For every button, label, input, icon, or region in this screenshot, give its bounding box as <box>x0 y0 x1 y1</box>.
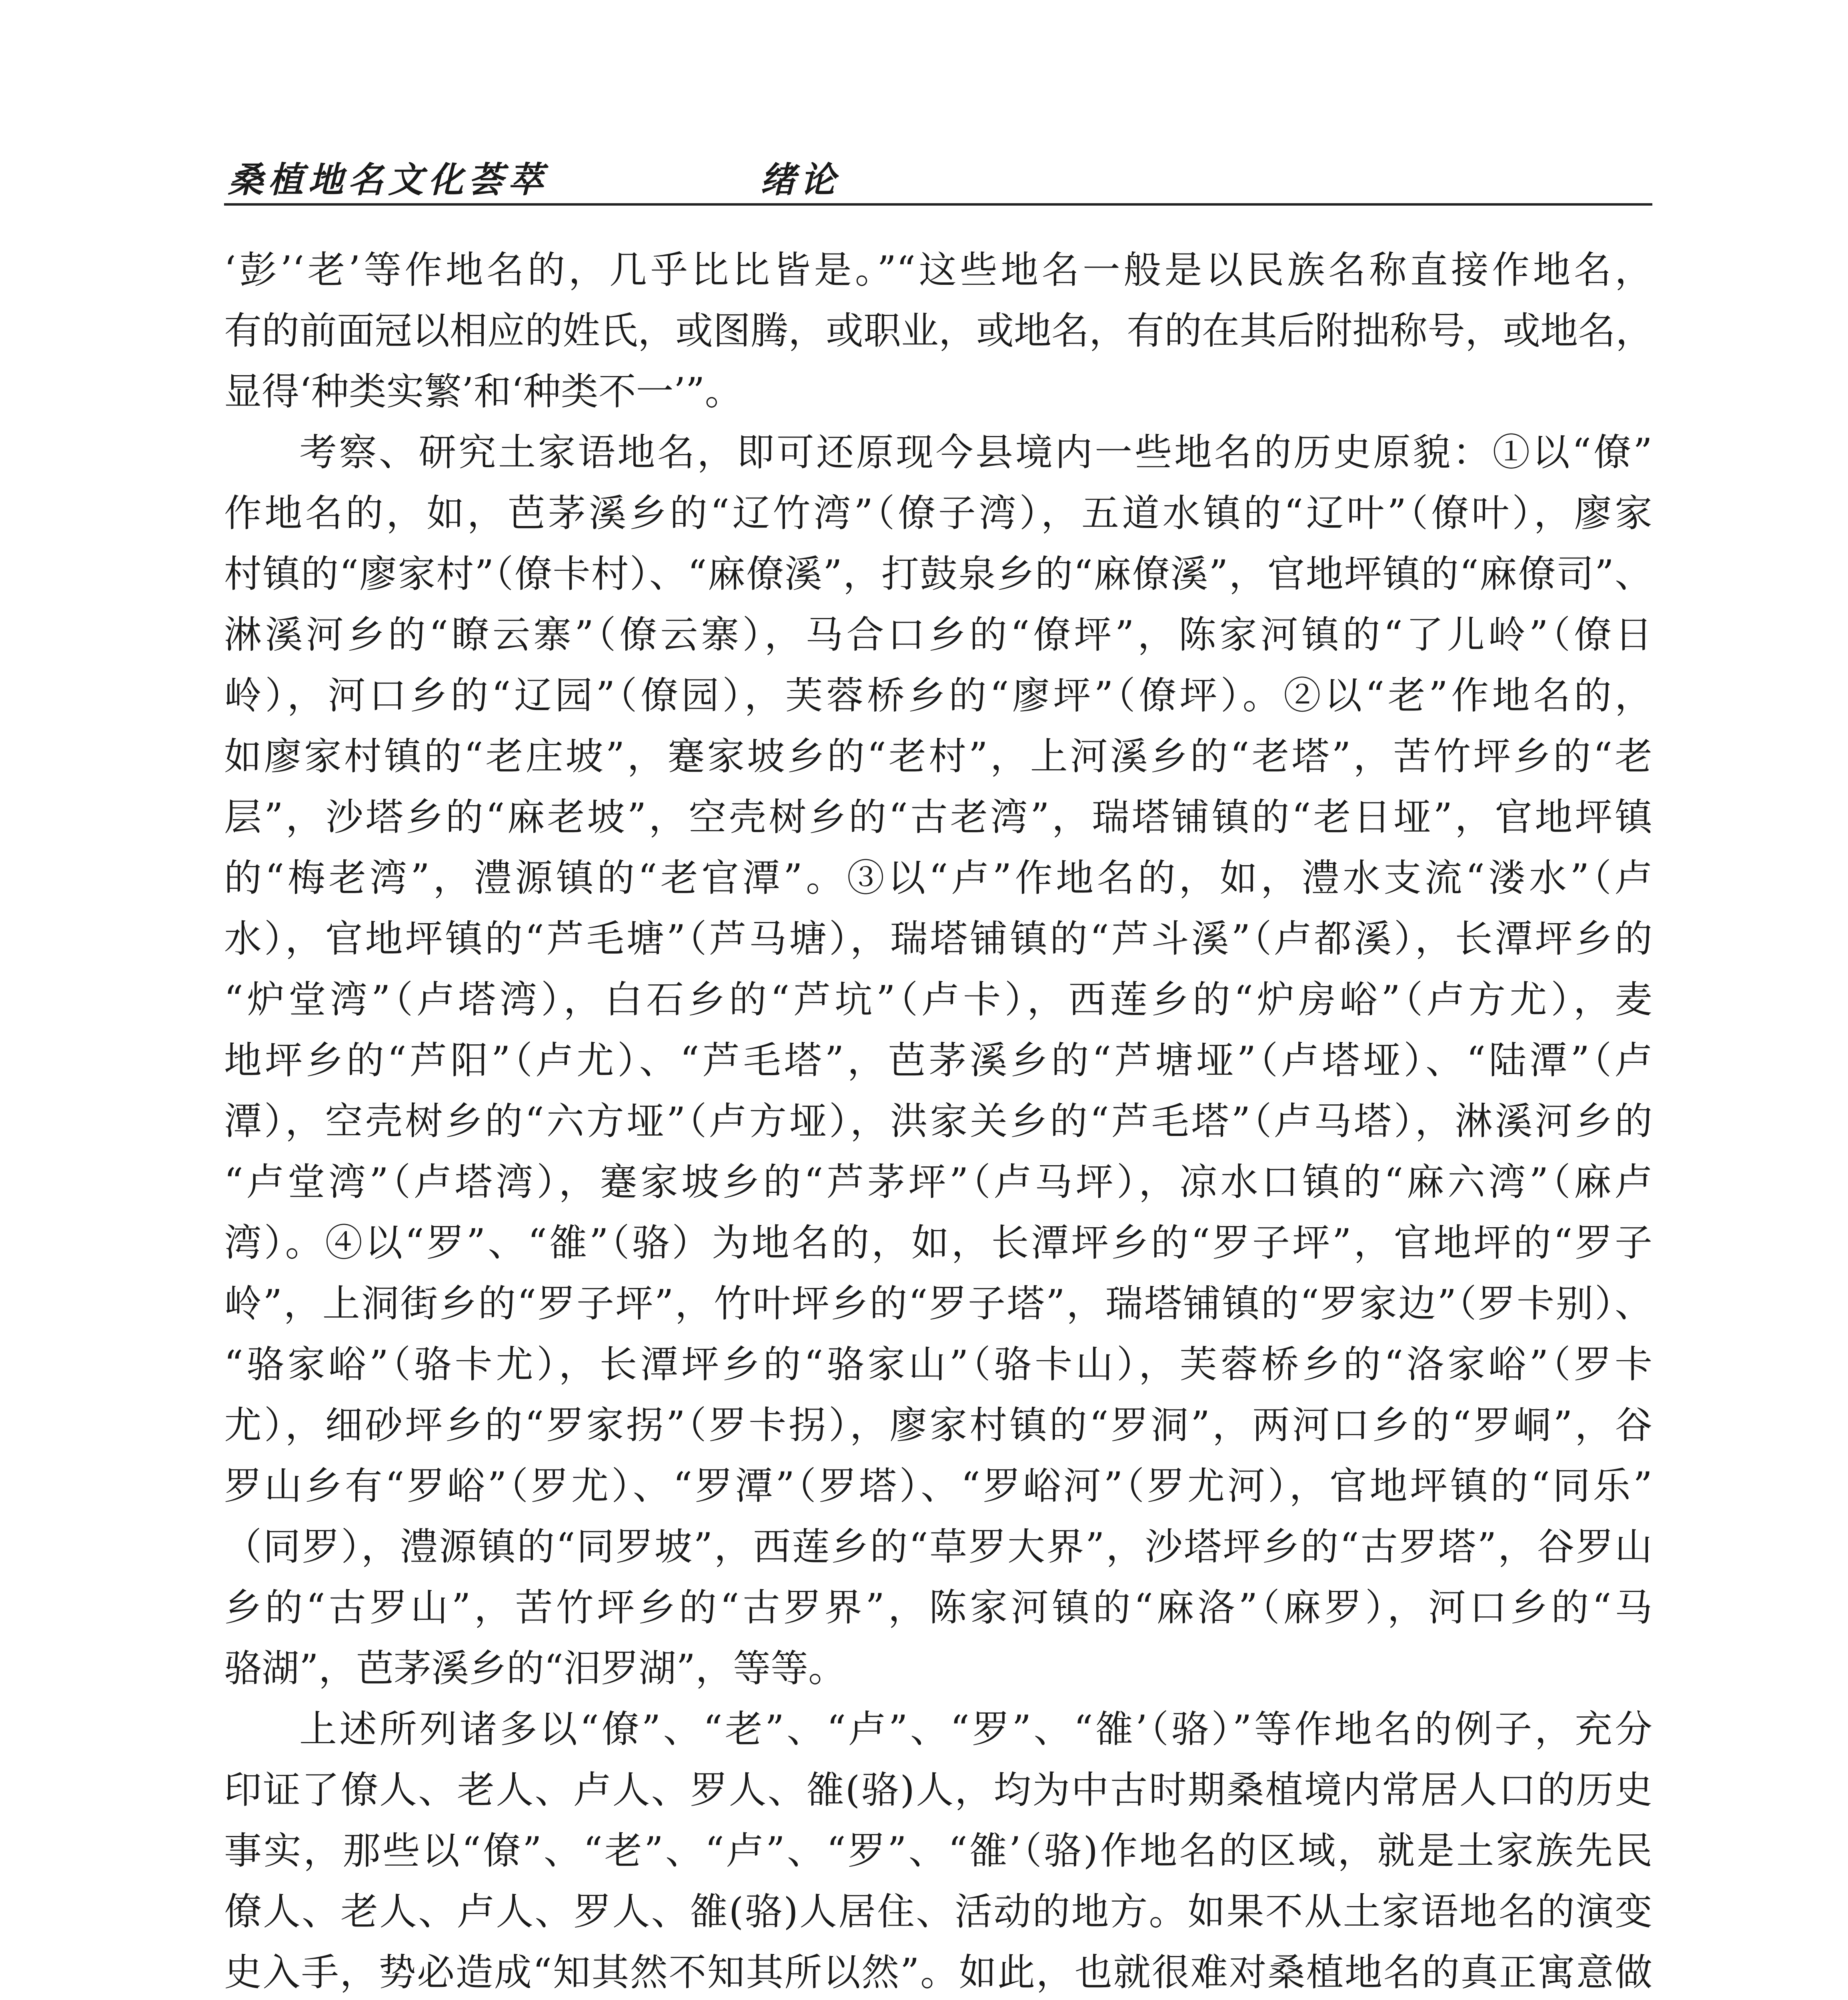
text-line: 有的前面冠以相应的姓氏，或图腾，或职业，或地名，有的在其后附拙称号，或地名， <box>224 309 1654 353</box>
running-header <box>224 148 1652 208</box>
body-text <box>224 240 1652 2000</box>
text-line: 上述所列诸多以“僚”、“老”、“卢”、“罗”、“雒’（骆）”等作地名的例子，充分 <box>299 1708 1652 1751</box>
text-line: 潭），空壳树乡的“六方垭”（卢方垭），洪家关乡的“芦毛塔”（卢马塔），淋溪河乡的 <box>224 1100 1652 1143</box>
text-line: 地坪乡的“芦阳”（卢尤）、“芦毛塔”，芭茅溪乡的“芦塘垭”（卢塔垭）、“陆潭”（卢 <box>224 1039 1652 1082</box>
text-line: ‘彭’‘老’等作地名的，几乎比比皆是。”“这些地名一般是以民族名称直接作地名， <box>224 248 1652 292</box>
text-line: 考察、研究土家语地名，即可还原现今县境内一些地名的历史原貌：①以“僚” <box>299 431 1652 474</box>
text-line: 村镇的“廖家村”（僚卡村）、“麻僚溪”，打鼓泉乡的“麻僚溪”，官地坪镇的“麻僚司”、 <box>224 552 1652 596</box>
text-line: 的“梅老湾”，澧源镇的“老官潭”。③以“卢”作地名的，如，澧水支流“溇水”（卢 <box>224 856 1652 900</box>
book-title: 桑植地名文化荟萃 <box>228 159 549 200</box>
text-line: 尤），细砂坪乡的“罗家拐”（罗卡拐），廖家村镇的“罗洞”，两河口乡的“罗峒”，谷 <box>224 1404 1652 1447</box>
text-line: 事实，那些以“僚”、“老”、“卢”、“罗”、“雒’（骆)作地名的区域，就是土家族先民 <box>224 1829 1652 1873</box>
text-line: 岭”，上洞街乡的“罗子坪”，竹叶坪乡的“罗子塔”，瑞塔铺镇的“罗家边”（罗卡别）、 <box>224 1282 1652 1326</box>
text-line: 水），官地坪镇的“芦毛塘”（芦马塘），瑞塔铺镇的“芦斗溪”（卢都溪），长潭坪乡的 <box>224 917 1652 961</box>
text-line: 史入手，势必造成“知其然不知其所以然”。如此，也就很难对桑植地名的真正寓意做 <box>224 1951 1652 1994</box>
text-line: 骆湖”，芭茅溪乡的“汨罗湖”，等等。 <box>224 1647 846 1690</box>
text-line: “骆家峪”（骆卡尤），长潭坪乡的“骆家山”（骆卡山），芙蓉桥乡的“洛家峪”（罗卡 <box>224 1343 1652 1386</box>
text-line: 作地名的，如，芭茅溪乡的“辽竹湾”（僚子湾），五道水镇的“辽叶”（僚叶），廖家 <box>224 492 1652 535</box>
text-line: 湾）。④以“罗”、“雒”（骆）为地名的，如，长潭坪乡的“罗子坪”，官地坪的“罗子 <box>224 1221 1652 1265</box>
text-line: “炉堂湾”（卢塔湾），白石乡的“芦坑”（卢卡），西莲乡的“炉房峪”（卢方尤），麦 <box>224 978 1652 1022</box>
text-line: 岭），河口乡的“辽园”（僚园），芙蓉桥乡的“廖坪”（僚坪）。②以“老”作地名的， <box>224 674 1652 718</box>
text-line: 显得‘种类实繁’和‘种类不一’”。 <box>224 370 743 414</box>
header-divider <box>224 203 1652 206</box>
text-line: 如廖家村镇的“老庄坡”，蹇家坡乡的“老村”，上河溪乡的“老塔”，苦竹坪乡的“老 <box>224 735 1652 778</box>
text-line: 罗山乡有“罗峪”（罗尤）、“罗潭”（罗塔）、“罗峪河”（罗尤河），官地坪镇的“同乐” <box>224 1464 1652 1508</box>
text-line: 乡的“古罗山”，苦竹坪乡的“古罗界”，陈家河镇的“麻洛”（麻罗），河口乡的“马 <box>224 1586 1652 1630</box>
text-line: （同罗），澧源镇的“同罗坡”，西莲乡的“草罗大界”，沙塔坪乡的“古罗塔”，谷罗山 <box>224 1525 1652 1569</box>
text-line: 层”，沙塔乡的“麻老坡”，空壳树乡的“古老湾”，瑞塔铺镇的“老日垭”，官地坪镇 <box>224 796 1652 839</box>
text-line: 僚人、老人、卢人、罗人、雒(骆)人居住、活动的地方。如果不从土家语地名的演变 <box>224 1890 1652 1934</box>
chapter-title: 绪论 <box>760 159 841 200</box>
text-line: 淋溪河乡的“瞭云寨”（僚云寨），马合口乡的“僚坪”，陈家河镇的“了儿岭”（僚日 <box>224 613 1652 657</box>
text-line: “卢堂湾”（卢塔湾），蹇家坡乡的“芦茅坪”（卢马坪），凉水口镇的“麻六湾”（麻卢 <box>224 1160 1652 1204</box>
text-line: 印证了僚人、老人、卢人、罗人、雒(骆)人，均为中古时期桑植境内常居人口的历史 <box>224 1768 1652 1812</box>
